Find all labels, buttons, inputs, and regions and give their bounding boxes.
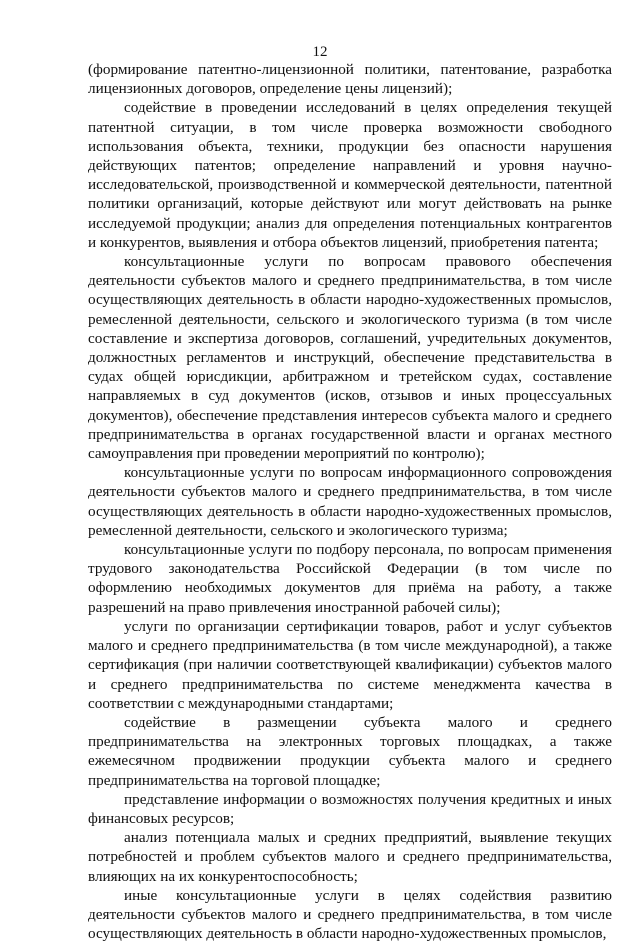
paragraph-certification: услуги по организации сертификации товаров, работ и услуг субъектов малого и среднего предпринимательства (в том числе международной), а также сертификация (при наличии соответствующей квалификации) субъектов малого и среднего предпринимательства по системе менеджмента качества в соответствии с международными стандартами; [88,617,612,712]
paragraph-patent-research: содействие в проведении исследований в целях определения текущей патентной ситуации, в том числе проверка возможности свободного использования объекта, техники, продукции без опасности нарушения действующих патентов; определение направлений и уровня научно-исследовательской, производственной и коммерческой деятельности, патентной политики организаций, которые действуют или могут действовать на рынке исследуемой продукции; анализ для определения потенциальных контрагентов и конкурентов, выявления и отбора объектов лицензий, приобретения патента; [88,99,612,251]
paragraph-personnel-consulting: консультационные услуги по подбору персонала, по вопросам применения трудового законодательства Российской Федерации (в том числе по оформлению необходимых документов для приёма на работу, а также разрешений на право привлечения иностранной рабочей силы); [88,541,612,616]
paragraph-financial-info: представление информации о возможностях получения кредитных и иных финансовых ресурсов; [88,790,612,827]
paragraph-other-consulting: иные консультационные услуги в целях содействия развитию деятельности субъектов малого и среднего предпринимательства, в том числе осуществляющих деятельность в области народно-художественных промыслов, [88,886,612,943]
paragraph-continuation: (формирование патентно-лицензионной политики, патентование, разработка лицензионных договоров, определение цены лицензий); [88,61,612,98]
paragraph-potential-analysis: анализ потенциала малых и средних предприятий, выявление текущих потребностей и проблем субъектов малого и среднего предпринимательства, влияющих на их конкурентоспособность; [88,829,612,885]
paragraph-marketplace-placement: содействие в размещении субъекта малого и среднего предпринимательства на электронных торговых площадках, а также ежемесячном продвижении продукции субъекта малого и среднего предпринимательства на торговой площадке; [88,713,612,789]
page-number: 12 [312,44,328,60]
paragraph-information-support: консультационные услуги по вопросам информационного сопровождения деятельности субъектов малого и среднего предпринимательства, в том числе осуществляющих деятельность в области народно-художественных промыслов, ремесленной деятельности, сельского и экологического туризма; [88,464,612,539]
paragraph-legal-consulting: консультационные услуги по вопросам правового обеспечения деятельности субъектов малого и среднего предпринимательства, в том числе осуществляющих деятельность в области народно-художественных промыслов, ремесленной деятельности, сельского и экологического туризма (в том числе составление и экспертиза договоров, соглашений, учредительных документов, должностных регламентов и инструкций, обеспечение представительства в судах общей юрисдикции, арбитражном и третейском судах, составление направляемых в суд документов (исков, отзывов и иных процессуальных документов), обеспечение представления интересов субъекта малого и среднего предпринимательства в органах государственной власти и органах местного самоуправления при проведении мероприятий по контролю); [88,253,612,463]
document-body [88,60,612,943]
